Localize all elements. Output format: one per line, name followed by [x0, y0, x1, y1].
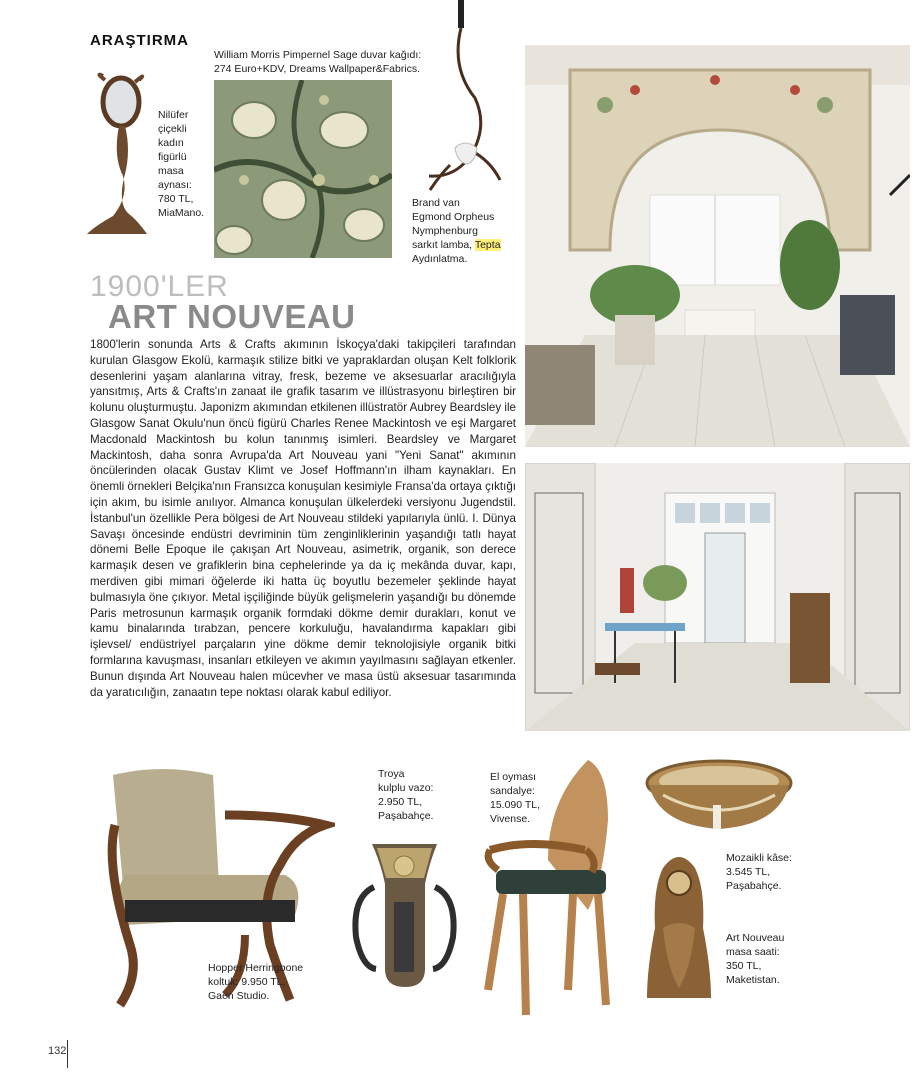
- headline-era: 1900'LER: [90, 270, 229, 303]
- bowl-caption: Mozaikli kâse: 3.545 TL, Paşabahçe.: [726, 852, 792, 892]
- mirror-image: [85, 70, 155, 240]
- mirror-caption: Nilüfer çiçekli kadın figürlü masa aynası: 780 TL, MiaMano.: [158, 109, 205, 219]
- vase-image: [352, 842, 457, 992]
- headline-title: ART NOUVEAU: [108, 298, 356, 335]
- lamp-brand-highlight: Tepta: [474, 239, 501, 251]
- table-clock-image: [643, 848, 715, 1008]
- wallpaper-caption: William Morris Pimpernel Sage duvar kağıdı: 274 Euro+KDV, Dreams Wallpaper&Fabrics.: [214, 49, 422, 75]
- interior-arch-photo: [525, 45, 910, 447]
- lamp-image: [410, 0, 510, 195]
- clock-caption: Art Nouveau masa saati: 350 TL, Maketistan.: [726, 932, 785, 986]
- article-body: 1800'lerin sonunda Arts & Crafts akımının İskoçya'daki takipçileri tarafından kurulan Glasgow Ekolü, karmaşık stilize bitki ve yapraklardan oluşan Kelt folklorik desenlerini yaşam alanlarına vitray, fresk, bezeme ve aksesuarlar aracılığıyla yansıtmış, Arts & Crafts'ın zanaat ile grafik tasarım ve illüstrasyonu birleştiren bir kolunu oluşturmuştu. Japonizm akımından etkilenen illüstratör Aubrey Beardsley ile Glasgow Sanat Okulu'nun öncü figürü Charles Renee Mackintosh ve eşi Margaret Macdonald Mackintosh bu kolun tanınmış isimleri. Beardsley ve Margaret Mackintosh, daha sonra Avrupa'da Art Nouveau yani "Yeni Sanat" akımının öncülerinden olacak Gustav Klimt ve Josef Hoffmann'ın ilham kaynakları. En önemli örnekleri Belçika'nın Fransızca konuşulan kesimiyle Fransa'da ortaya çıktığı için akım, bu isimle anılıyor. Almanca konuşulan ülkelerdeki versiyonu Jugendstil. İstanbul'un özellikle Pera bölgesi de Art Nouveau stildeki yapılarıyla ünlü. I. Dünya Savaşı öncesinde endüstri devriminin tüm zenginliklerinin yaşandığı tatlı hayat dönemi Belle Epoque ile çakışan Art Nouveau, asimetrik, organik, son derece karmaşık desen ve grafiklerin bina cephelerinde ya da iç mekânda duvar, kapı, merdiven gibi mimari öğelerde iki hatta üç boyutlu bezemeler şeklinde hayat bulmasıyla öne çıkıyor. Metal işçiliğinde büyük gelişmelerin yaşandığı bu dönemde Paris metrosunun karmaşık organik formdaki dökme demir durakları, konut ve kamu binalarında tırabzan, pencere korkuluğu, havalandırma kapakları gibi işlevsel/ endüstriyel parçaların yine dökme demir teknolojisiyle organik bitki formlarına kavuşması, insanları etkileyen ve akımın yayılmasını sağlayan etkenler. Bunun dışında Art Nouveau halen mücevher ve masa üstü aksesuar tasarımında da yaratıcılığın, zanaatın tepe noktası olarak kabul ediliyor.: [90, 338, 516, 699]
- mosaic-bowl-image: [643, 755, 795, 835]
- page-number: 132: [48, 1045, 67, 1057]
- chair-caption: El oyması sandalye: 15.090 TL, Vivense.: [490, 771, 541, 825]
- page-number-rule: [67, 1040, 68, 1068]
- section-title: ARAŞTIRMA: [90, 32, 189, 49]
- lamp-caption: Brand van Egmond Orpheus Nymphenburg sarkıt lamba, Tepta Aydınlatma.: [412, 197, 501, 265]
- wallpaper-image: [214, 80, 392, 258]
- carved-chair-image: [478, 750, 623, 1020]
- interior-hall-photo: [525, 463, 910, 731]
- vase-caption: Troya kulplu vazo: 2.950 TL, Paşabahçe.: [378, 768, 434, 822]
- armchair-caption: Hopper Herringbone koltuk: 9.950 TL, Gaen Studio.: [208, 962, 304, 1002]
